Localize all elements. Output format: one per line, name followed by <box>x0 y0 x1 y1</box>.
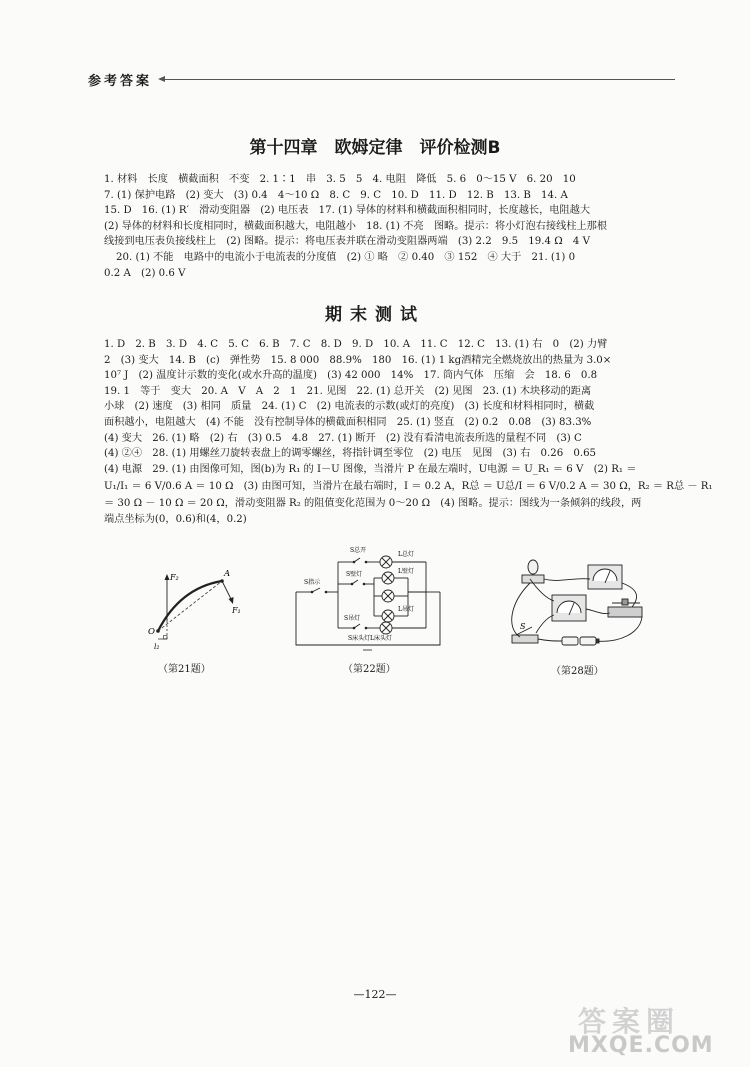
figure-28-caption: （第28题） <box>551 666 604 677</box>
answer-line: 10⁷ J (2) 温度计示数的变化(或水升高的温度) (3) 42 000 14% 17. 筒内气体 压缩 会 18. 6 0.8 <box>104 370 598 382</box>
answer-line: 19. 1 等于 变大 20. A V A 2 1 21. 见图 22. (1) 总开关 (2) 见图 23. (1) 木块移动的距离 <box>104 385 592 397</box>
section2-answers <box>104 337 713 528</box>
figure-21-caption: （第21题） <box>158 664 211 675</box>
answer-line: (4) 电源 29. (1) 由图像可知，图(b)为 R₁ 的 I－U 图像，当滑片 P 在最左端时，U电源 ＝ U_R₁ ＝ 6 V (2) R₁ ＝ <box>104 463 637 475</box>
answer-line: 小球 (2) 速度 (3) 相同 质量 24. (1) C (2) 电流表的示数(或灯的亮度) (3) 长度和材料相同时，横截 <box>104 401 595 413</box>
figure-22-caption: （第22题） <box>343 664 396 675</box>
answer-line: 2 (3) 变大 14. B (c) 弹性势 15. 8 000 88.9% 180 16. (1) 1 kg酒精完全燃烧放出的热量为 3.0× <box>104 354 612 366</box>
answer-line: 端点坐标为(0，0.6)和(4，0.2) <box>104 513 247 525</box>
fig21-label: l₂ <box>154 642 160 651</box>
header-label: 参考答案 <box>88 74 153 89</box>
answer-line: 7. (1) 保护电路 (2) 变大 (3) 0.4 4～10 Ω 8. C 9. C 10. D 11. D 12. B 13. B 14. A <box>104 189 568 201</box>
fig21-label: F₁ <box>232 606 241 615</box>
fig22-label: S床头灯 <box>348 635 371 642</box>
answer-line: 1. 材料 长度 横截面积 不变 2. 1∶1 串 3. 5 5 4. 电阻 降低 5. 6 0～15 V 6. 20 10 <box>104 174 576 185</box>
answer-line: (4) ②④ 28. (1) 用螺丝刀旋转表盘上的调零螺丝，将指针调至零位 (2) 电压 见图 (3) 右 0.26 0.65 <box>104 448 597 460</box>
figure-28-apparatus <box>500 553 650 661</box>
watermark-url: MXQE.COM <box>568 1033 714 1058</box>
fig21-label: F₂ <box>170 573 179 582</box>
section2-title: 期末测试 <box>325 305 425 325</box>
section1-title: 第十四章 欧姆定律 评价检测B <box>249 138 501 158</box>
page-number: —122— <box>353 988 397 1001</box>
answer-line: 线接到电压表负接线柱上 (2) 图略。提示：将电压表并联在滑动变阻器两端 (3) 2.2 9.5 19.4 Ω 4 V <box>104 236 590 248</box>
watermark-logo-text: 答案圈 <box>578 1005 681 1038</box>
figure-22-circuit <box>290 540 450 658</box>
fig22-label: S指示 <box>304 579 321 586</box>
answer-line: (2) 导体的材料和长度相同时，横截面积越大，电阻越小 18. (1) 不亮 图略。提示：将小灯泡右接线柱上那根 <box>104 220 608 232</box>
fig22-label: S壁灯 <box>346 571 363 578</box>
answer-line: (4) 变大 26. (1) 略 (2) 右 (3) 0.5 4.8 27. (1) 断开 (2) 没有看清电流表所选的量程不同 (3) C <box>104 432 582 444</box>
fig28-label: S <box>520 622 526 631</box>
fig22-label: L吊灯 <box>398 606 414 613</box>
answer-line: ＝ 30 Ω － 10 Ω ＝ 20 Ω，滑动变阻器 R₂ 的阻值变化范围为 0～20 Ω (4) 图略。提示：图线为一条倾斜的线段，两 <box>104 498 642 510</box>
answer-line: 20. (1) 不能 电路中的电流小于电流表的分度值 (2) ① 略 ② 0.40 ③ 152 ④ 大于 21. (1) 0 <box>116 251 576 263</box>
fig21-label: O <box>148 627 155 637</box>
figure-21-lever <box>140 563 250 658</box>
answer-line: 0.2 A (2) 0.6 V <box>104 267 186 279</box>
answer-line: U₁/I₁ ＝ 6 V/0.6 A ＝ 10 Ω (3) 由图可知，当滑片在最右端时，I ＝ 0.2 A，R总 ＝ U总/I ＝ 6 V/0.2 A ＝ 30 Ω，R₂ ＝ R总 － R₁ <box>104 481 713 493</box>
fig22-label: S总开 <box>350 547 367 554</box>
answer-line: 面积越小，电阻越大 (4) 不能 没有控制导体的横截面积相同 25. (1) 竖直 (2) 0.2 0.08 (3) 83.3% <box>104 416 592 428</box>
fig22-label: S吊灯 <box>344 615 361 622</box>
fig22-label: L床头灯 <box>370 635 392 642</box>
fig21-label: A <box>224 569 231 579</box>
header-arrow-line <box>160 79 675 80</box>
answer-line: 1. D 2. B 3. D 4. C 5. C 6. B 7. C 8. D 9. D 10. A 11. C 12. C 13. (1) 右 0 (2) 力臂 <box>104 339 608 350</box>
fig22-label: L壁灯 <box>398 568 414 575</box>
section1-answers <box>104 172 674 281</box>
fig22-label: L总灯 <box>398 551 414 558</box>
answer-line: 15. D 16. (1) R′ 滑动变阻器 (2) 电压表 17. (1) 导体的材料和横截面积相同时，长度越长，电阻越大 <box>104 205 591 217</box>
